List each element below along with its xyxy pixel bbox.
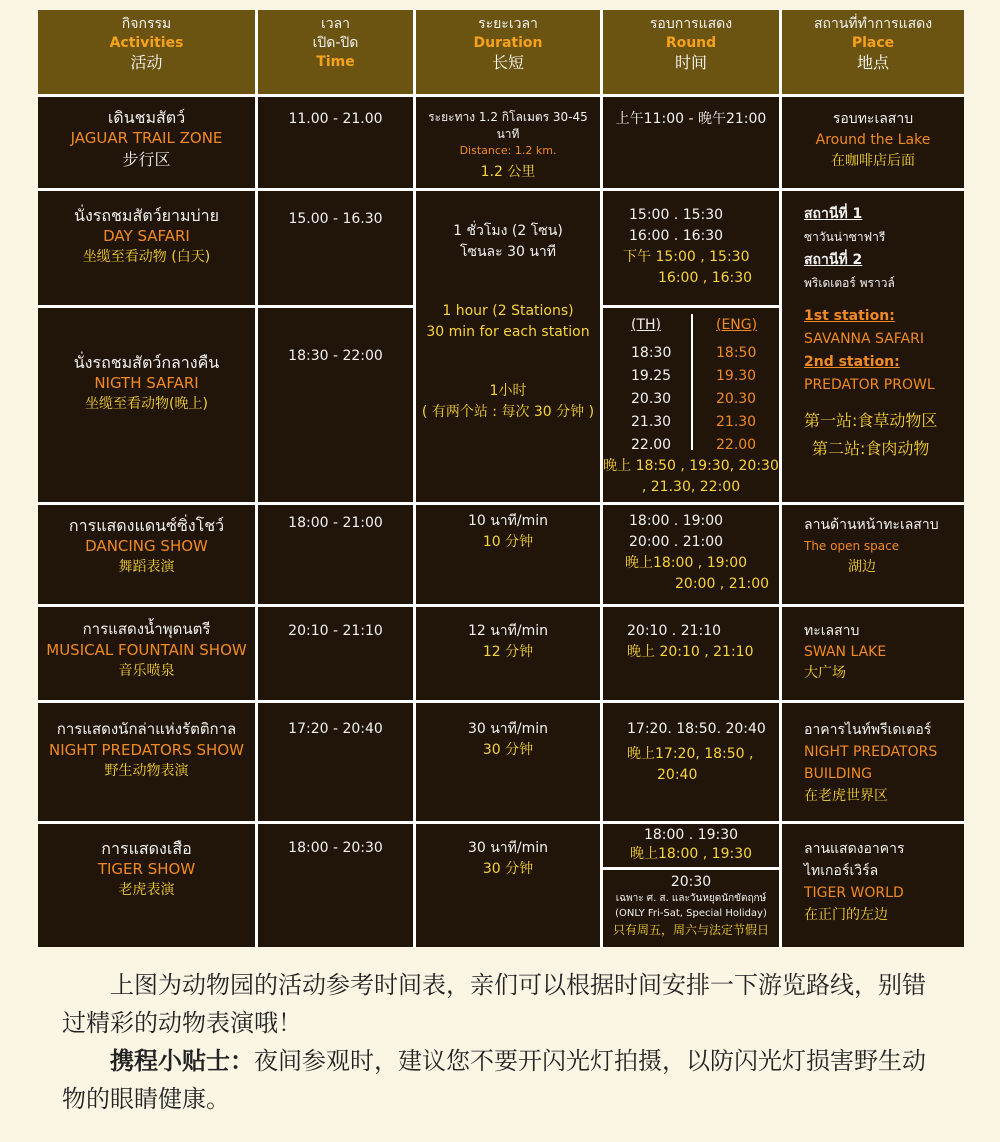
activity-night-safari: นั่งรถชมสัตว์กลางคืน NIGTH SAFARI 坐缆至看动物(晚上) bbox=[38, 308, 255, 502]
header-activities: กิจกรรม Activities 活动 bbox=[38, 10, 255, 94]
duration-dancing: 10 นาที/min 10 分钟 bbox=[416, 505, 600, 604]
round-jaguar: 上午11:00 - 晚午21:00 bbox=[603, 97, 779, 188]
time-jaguar: 11.00 - 21.00 bbox=[258, 97, 413, 188]
duration-predators: 30 นาที/min 30 分钟 bbox=[416, 703, 600, 821]
duration-fountain: 12 นาที/min 12 分钟 bbox=[416, 607, 600, 700]
intro-paragraph: 上图为动物园的活动参考时间表，亲们可以根据时间安排一下游览路线，别错过精彩的动物表演哦！ bbox=[62, 971, 926, 1037]
place-tiger: ลานแสดงอาคาร ไทเกอร์เวิร์ล TIGER WORLD 在正门的左边 bbox=[782, 824, 964, 947]
activity-predators: การแสดงนักล่าแห่งรัตติกาล NIGHT PREDATORS SHOW 野生动物表演 bbox=[38, 703, 255, 821]
round-predators: 17:20. 18:50. 20:40 晚上17:20, 18:50 , 20:40 bbox=[603, 703, 779, 821]
activity-jaguar: เดินชมสัตว์ JAGUAR TRAIL ZONE 步行区 bbox=[38, 97, 255, 188]
activity-day-safari: นั่งรถชมสัตว์ยามบ่าย DAY SAFARI 坐缆至看动物 (白天) bbox=[38, 191, 255, 305]
time-night-safari: 18:30 - 22:00 bbox=[258, 308, 413, 502]
th-column-header: (TH) bbox=[631, 317, 662, 333]
time-fountain: 20:10 - 21:10 bbox=[258, 607, 413, 700]
duration-safari: 1 ชั่วโมง (2 โซน) โซนละ 30 นาที 1 hour (2 Stations) 30 min for each station 1小时 ( 有两个站 : 每次 30 分钟 ) bbox=[416, 191, 600, 502]
place-predators: อาคารไนท์พรีเดเตอร์ NIGHT PREDATORS BUILDING 在老虎世界区 bbox=[782, 703, 964, 821]
duration-tiger: 30 นาที/min 30 分钟 bbox=[416, 824, 600, 947]
activity-dancing: การแสดงแดนซ์ซิ่งโชว์ DANCING SHOW 舞蹈表演 bbox=[38, 505, 255, 604]
activity-fountain: การแสดงน้ำพุดนตรี MUSICAL FOUNTAIN SHOW 音乐喷泉 bbox=[38, 607, 255, 700]
night-safari-cn-times: 晚上 18:50 , 19:30, 20:30 , 21.30, 22:00 bbox=[603, 458, 779, 495]
time-tiger: 18:00 - 20:30 bbox=[258, 824, 413, 947]
round-night-safari bbox=[603, 308, 779, 502]
tip-body: 夜间参观时，建议您不要开闪光灯拍摄，以防闪光灯损害野生动物的眼睛健康。 bbox=[62, 1047, 926, 1113]
header-duration: ระยะเวลา Duration 长短 bbox=[416, 10, 600, 94]
time-dancing: 18:00 - 21:00 bbox=[258, 505, 413, 604]
header-time: เวลา เปิด-ปิด Time bbox=[258, 10, 413, 94]
header-round: รอบการแสดง Round 时间 bbox=[603, 10, 779, 94]
round-dancing: 18:00 . 19:00 20:00 . 21:00 晚上18:00 , 19:00 20:00 , 21:00 bbox=[603, 505, 779, 604]
th-times: 18:30 19.25 20.30 21.30 22.00 bbox=[631, 345, 672, 453]
round-day-safari: 15:00 . 15:30 16:00 . 16:30 下午 15:00 , 15:30 16:00 , 16:30 bbox=[603, 191, 779, 305]
place-fountain: ทะเลสาบ SWAN LAKE 大广场 bbox=[782, 607, 964, 700]
time-day-safari: 15.00 - 16.30 bbox=[258, 191, 413, 305]
eng-column-header: (ENG) bbox=[716, 317, 758, 333]
activity-tiger: การแสดงเสือ TIGER SHOW 老虎表演 bbox=[38, 824, 255, 947]
schedule-table bbox=[38, 10, 964, 947]
round-fountain: 20:10 . 21:10 晚上 20:10 , 21:10 bbox=[603, 607, 779, 700]
place-safari: สถานีที่ 1 ซาวันน่าซาฟารี สถานีที่ 2 พริเดเตอร์ พราวล์ 1st station: SAVANNA SAFARI 2nd station: PREDATOR PROWL 第一站:食草动物区 第二站:食肉动物 bbox=[782, 191, 964, 502]
time-predators: 17:20 - 20:40 bbox=[258, 703, 413, 821]
place-jaguar: รอบทะเลสาบ Around the Lake 在咖啡店后面 bbox=[782, 97, 964, 188]
round-tiger-b: 20:30 เฉพาะ ศ. ส. และวันหยุดนักขัตฤกษ์ (ONLY Fri-Sat, Special Holiday) 只有周五，周六与法定节假日 bbox=[603, 870, 779, 947]
tip-paragraph bbox=[62, 1042, 942, 1118]
place-dancing: ลานด้านหน้าทะเลสาบ The open space 湖边 bbox=[782, 505, 964, 604]
tip-label: 携程小贴士： bbox=[110, 1047, 254, 1075]
eng-times: 18:50 19.30 20.30 21.30 22.00 bbox=[716, 345, 757, 453]
round-tiger-a: 18:00 . 19:30 晚上18:00 , 19:30 bbox=[603, 824, 779, 867]
header-place: สถานที่ทำการแสดง Place 地点 bbox=[782, 10, 964, 94]
duration-jaguar: ระยะทาง 1.2 กิโลเมตร 30-45 นาที Distance: 1.2 km. 1.2 公里 bbox=[416, 97, 600, 188]
